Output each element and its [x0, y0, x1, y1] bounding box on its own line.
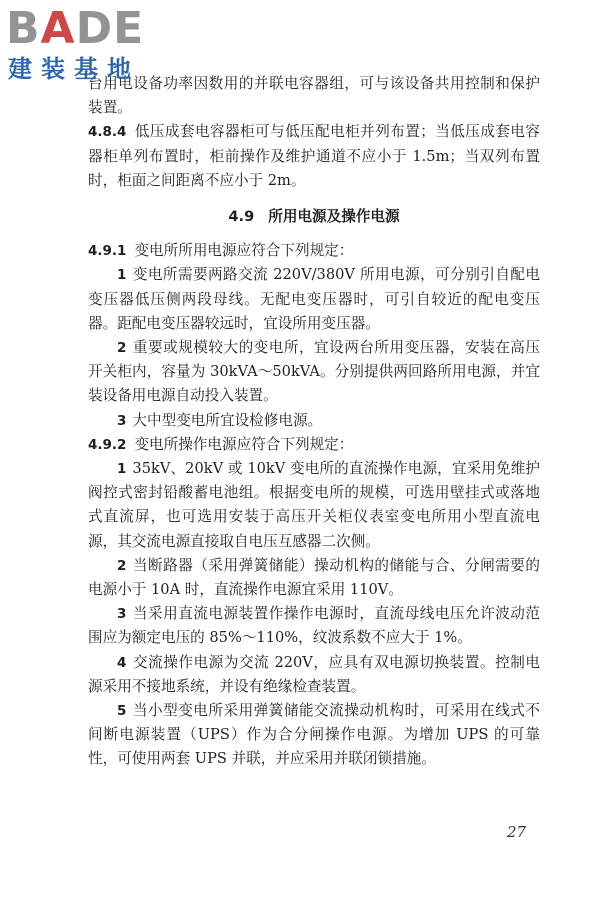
- item-number: 4: [117, 654, 127, 671]
- section-title: 所用电源及操作电源: [268, 208, 400, 226]
- item-text: 交流操作电源为交流 220V，应具有双电源切换装置。控制电源采用不接地系统，并设有绝缘检查装置。: [88, 653, 540, 695]
- clause-text: 低压成套电容器柜可与低压配电柜并列布置；当低压成套电容器柜单列布置时，柜前操作及维护通道不应小于 1.5m；当双列布置时，柜面之间距离不应小于 2m。: [88, 123, 540, 189]
- item-number: 3: [117, 606, 127, 623]
- item-number: 3: [117, 412, 127, 429]
- document-body: [88, 72, 540, 772]
- list-item: [88, 651, 540, 699]
- item-text: 35kV、20kV 或 10kV 变电所的直流操作电源，宜采用免维护阀控式密封铅酸蓄电池组。根据变电所的规模，可选用壁挂式或落地式直流屏，也可选用安装于高压开关柜仪表室变电所用小型直流电源，其交流电源直接取自电压互感器二次侧。: [88, 460, 540, 550]
- list-item: [88, 336, 540, 409]
- clause-number: 4.9.1: [88, 243, 127, 260]
- clause-number: 4.8.4: [88, 124, 127, 141]
- list-item: [88, 409, 540, 433]
- clause-4-9-1: [88, 239, 540, 263]
- clause-number: 4.9.2: [88, 436, 127, 453]
- clause-intro: 变电所操作电源应符合下列规定：: [134, 435, 354, 453]
- page-number: 27: [507, 823, 527, 841]
- item-text: 当小型变电所采用弹簧储能交流操动机构时，可采用在线式不间断电源装置（UPS）作为合分闸操作电源。为增加 UPS 的可靠性，可使用两套 UPS 并联，并应采用并联闭锁措施。: [88, 702, 540, 768]
- clause-4-9-2: [88, 433, 540, 457]
- list-item: [88, 602, 540, 650]
- section-number: 4.9: [228, 208, 255, 226]
- clause-intro: 变电所所用电源应符合下列规定：: [134, 242, 354, 260]
- logo-wordmark: BADE: [6, 3, 145, 54]
- list-item: [88, 457, 540, 554]
- brand-logo: [6, 4, 176, 94]
- item-text: 当断路器（采用弹簧储能）操动机构的储能与合、分闸需要的电源小于 10A 时，直流操作电源宜采用 110V。: [88, 556, 540, 599]
- item-text: 大中型变电所宜设检修电源。: [132, 411, 323, 429]
- clause-4-8-4: [88, 120, 540, 193]
- item-number: 1: [117, 461, 127, 478]
- item-number: 1: [117, 267, 127, 284]
- section-heading: [88, 205, 540, 229]
- item-text: 当采用直流电源装置作操作电源时，直流母线电压允许波动范围应为额定电压的 85%～110%，纹波系数不应大于 1%。: [88, 605, 540, 647]
- item-text: 变电所需要两路交流 220V/380V 所用电源，可分别引自配电变压器低压侧两段母线。无配电变压器时，可引自较近的配电变压器。距配电变压器较远时，宜设所用变压器。: [88, 266, 540, 332]
- item-number: 2: [117, 557, 127, 574]
- continuation-paragraph: 台用电设备功率因数用的并联电容器组，可与该设备共用控制和保护装置。: [88, 75, 540, 117]
- logo-a-mark: A: [40, 3, 76, 54]
- list-item: [88, 699, 540, 772]
- item-number: 2: [117, 340, 127, 357]
- item-text: 重要或规模较大的变电所，宜设两台所用变压器，安装在高压开关柜内，容量为 30kVA～50kVA。分别提供两回路所用电源，并宜装设备用电源自动投入装置。: [88, 339, 540, 405]
- item-number: 5: [117, 703, 127, 720]
- list-item: [88, 263, 540, 336]
- logo-subtitle: 建装基地: [8, 55, 140, 83]
- list-item: [88, 554, 540, 602]
